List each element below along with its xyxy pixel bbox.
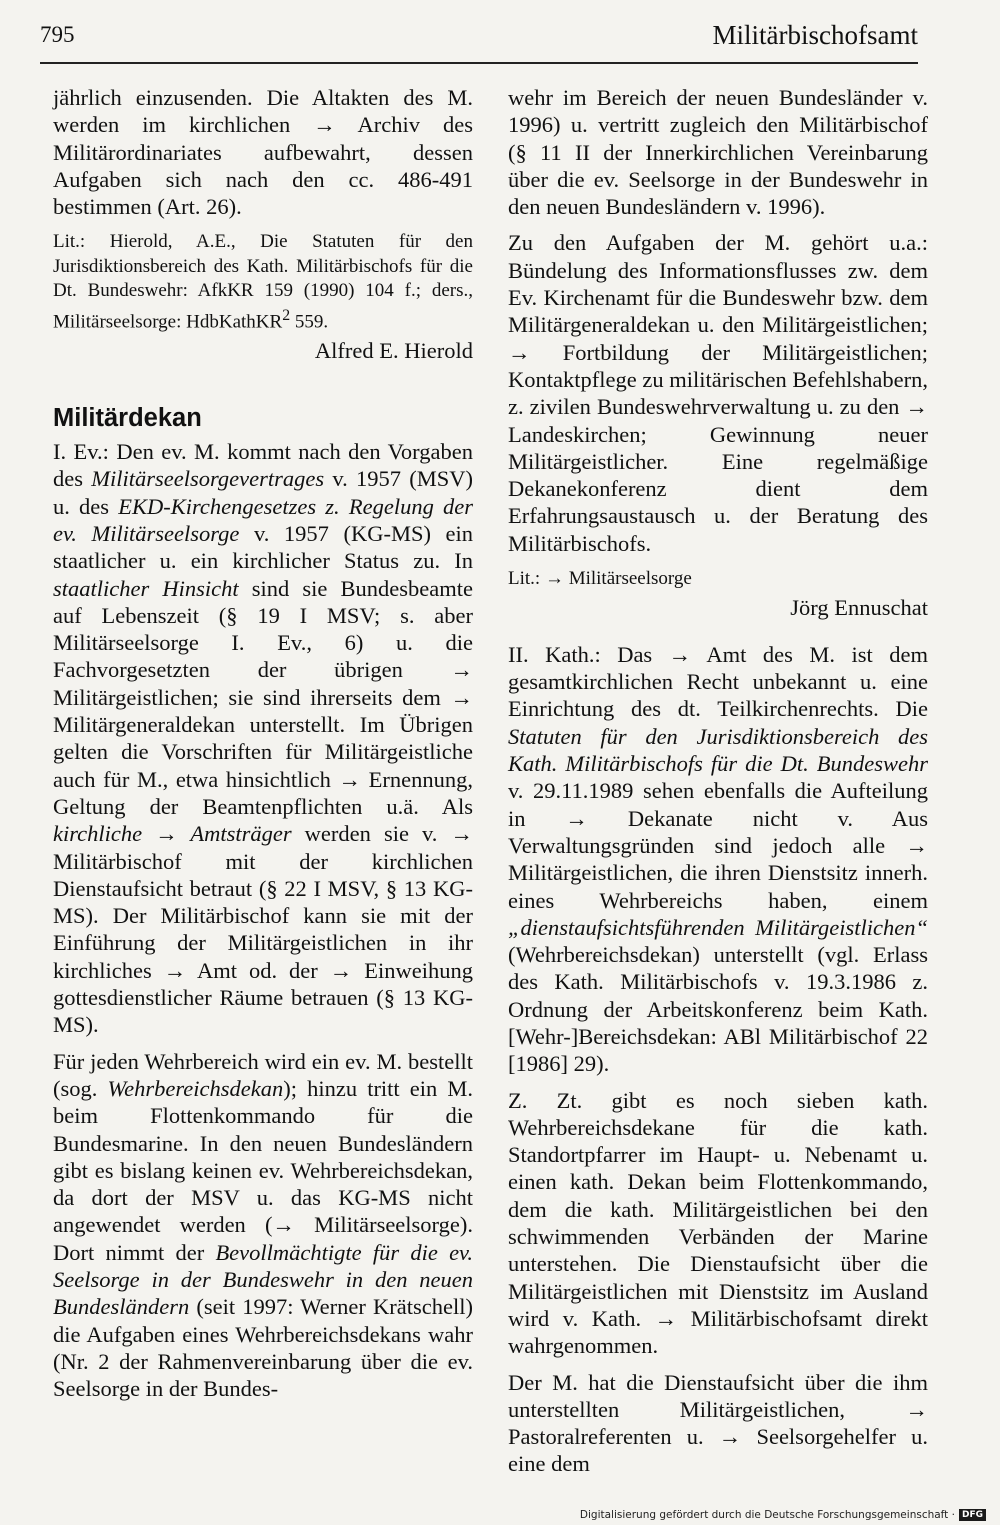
paragraph-supervision: Der M. hat die Dienstaufsicht über die ihm unterstellten Militärgeistlichen, → Pastoralreferenten u. → Seelsorgehelfer u. eine dem [508, 1369, 928, 1477]
left-column [53, 84, 473, 1403]
paragraph-archive: jährlich einzusenden. Die Altakten des M. werden im kirchlichen → Archiv des Militärordinariates aufbewahrt, dessen Aufgaben sich nach den cc. 486-491 bestimmen (Art. 26). [53, 85, 473, 220]
entry-title: Militärdekan [53, 404, 202, 433]
author-signature-ennuschat: Jörg Ennuschat [790, 594, 928, 620]
right-column [508, 84, 928, 1478]
paragraph-kath: II. Kath.: Das → Amt des M. ist dem gesamtkirchlichen Recht unbekannt u. eine Einrichtung des dt. Teilkirchenrechts. Die Statuten für den Jurisdiktionsbereich des Kath. Militärbischofs für die Dt. Bundeswehr v. 29.11.1989 sehen ebenfalls die Aufteilung in → Dekanate nicht v. Aus Verwaltungsgründen sind jedoch alle → Militärgeistlichen, die ihren Dienstsitz innerh. eines Wehrbereichs haben, einem „dienstaufsichtsführenden Militärgeistlichen“ (Wehrbereichsdekan) unterstellt (vgl. Erlass des Kath. Militärbischofs v. 19.3.1986 z. Ordnung der Arbeitskonferenz beim Kath. [Wehr-]Bereichsdekan: ABl Militärbischof 22 [1986] 29). [508, 641, 928, 1077]
digitization-note: Digitalisierung gefördert durch die Deutsche Forschungsgemeinschaft · DFG [580, 1509, 986, 1521]
paragraph-ev-status: I. Ev.: Den ev. M. kommt nach den Vorgaben des Militärseelsorgevertrages v. 1957 (MSV) u. des EKD-Kirchengesetzes z. Regelung der ev. Militärseelsorge v. 1957 (KG-MS) ein staatlicher u. ein kirchlicher Status zu. In staatlicher Hinsicht sind sie Bundesbeamte auf Lebenszeit (§ 19 I MSV; s. aber Militärseelsorge I. Ev., 6) u. die Fachvorgesetzten der übrigen → Militärgeistlichen; sie sind ihrerseits dem → Militärgeneraldekan unterstellt. Im Übrigen gelten die Vorschriften für Militärgeistliche auch für M., etwa hinsichtlich → Ernennung, Geltung der Beamtenpflichten u.ä. Als kirchliche → Amtsträger werden sie v. → Militärbischof mit der kirchlichen Dienstaufsicht betraut (§ 22 I MSV, § 13 KG-MS). Der Militärbischof kann sie mit der Einführung der Militärgeistlichen in ihr kirchliches → Amt od. der → Einweihung gottesdienstlicher Räume betrauen (§ 13 KG-MS). [53, 439, 474, 1038]
page-header [40, 20, 918, 64]
literature-reference: Lit.: → Militärseelsorge [508, 568, 692, 590]
paragraph-current-deans: Z. Zt. gibt es noch sieben kath. Wehrbereichsdekane für die kath. Standortpfarrer im Haupt- u. Nebenamt u. einen kath. Dekan beim Flottenkommando, dem die kath. Militärgeistlichen bei den schwimmenden Verbänden der Marine unterstehen. Die Dienstaufsicht über die Militärgeistlichen mit Dienstsitz im Ausland wird v. Kath. → Militärbischofsamt direkt wahrgenommen. [508, 1087, 928, 1359]
paragraph-wehrbereich: Für jeden Wehrbereich wird ein ev. M. bestellt (sog. Wehrbereichsdekan); hinzu tritt ein M. beim Flottenkommando für die Bundesmarine. In den neuen Bundesländern gibt es bislang keinen ev. Wehrbereichsdekan, da dort der MSV u. das KG-MS nicht angewendet werden (→ Militärseelsorge). Dort nimmt der Bevollmächtigte für die ev. Seelsorge in der Bundeswehr in den neuen Bundesländern (seit 1997: Werner Krätschell) die Aufgaben eines Wehrbereichsdekans wahr (Nr. 2 der Rahmenvereinbarung über die ev. Seelsorge in der Bundes- [53, 1048, 474, 1402]
paragraph-new-states: wehr im Bereich der neuen Bundesländer v. 1996) u. vertritt zugleich den Militärbischof (§ 11 II der Innerkirchlichen Vereinbarung über die ev. Seelsorge in der Bundeswehr in den neuen Bundesländern v. 1996). [508, 85, 928, 220]
paragraph-tasks: Zu den Aufgaben der M. gehört u.a.: Bündelung des Informationsflusses zw. dem Ev. Kirchenamt für die Bundeswehr bzw. dem Militärgeneraldekan u. den Militärgeistlichen; → Fortbildung der Militärgeistlichen; Kontaktpflege zu militärischen Befehlshabern, z. zivilen Bundeswehrverwaltung u. zu den → Landeskirchen; Gewinnung neuer Militärgeistlicher. Eine regelmäßige Dekanekonferenz dient dem Erfahrungsaustausch u. der Beratung des Militärbischofs. [508, 230, 928, 556]
page-number: 795 [40, 22, 75, 47]
author-signature-hierold: Alfred E. Hierold [314, 337, 473, 363]
running-title: Militärbischofsamt [712, 20, 918, 50]
literature-hierold: Lit.: Hierold, A.E., Die Statuten für den Jurisdiktionsbereich des Kath. Militärbischofs für die Dt. Bundeswehr: AfkKR 159 (1990) 104 f.; ders., Militärseelsorge: HdbKathKR$^2$ 559. [53, 231, 473, 333]
dfg-logo: DFG [959, 1509, 986, 1521]
